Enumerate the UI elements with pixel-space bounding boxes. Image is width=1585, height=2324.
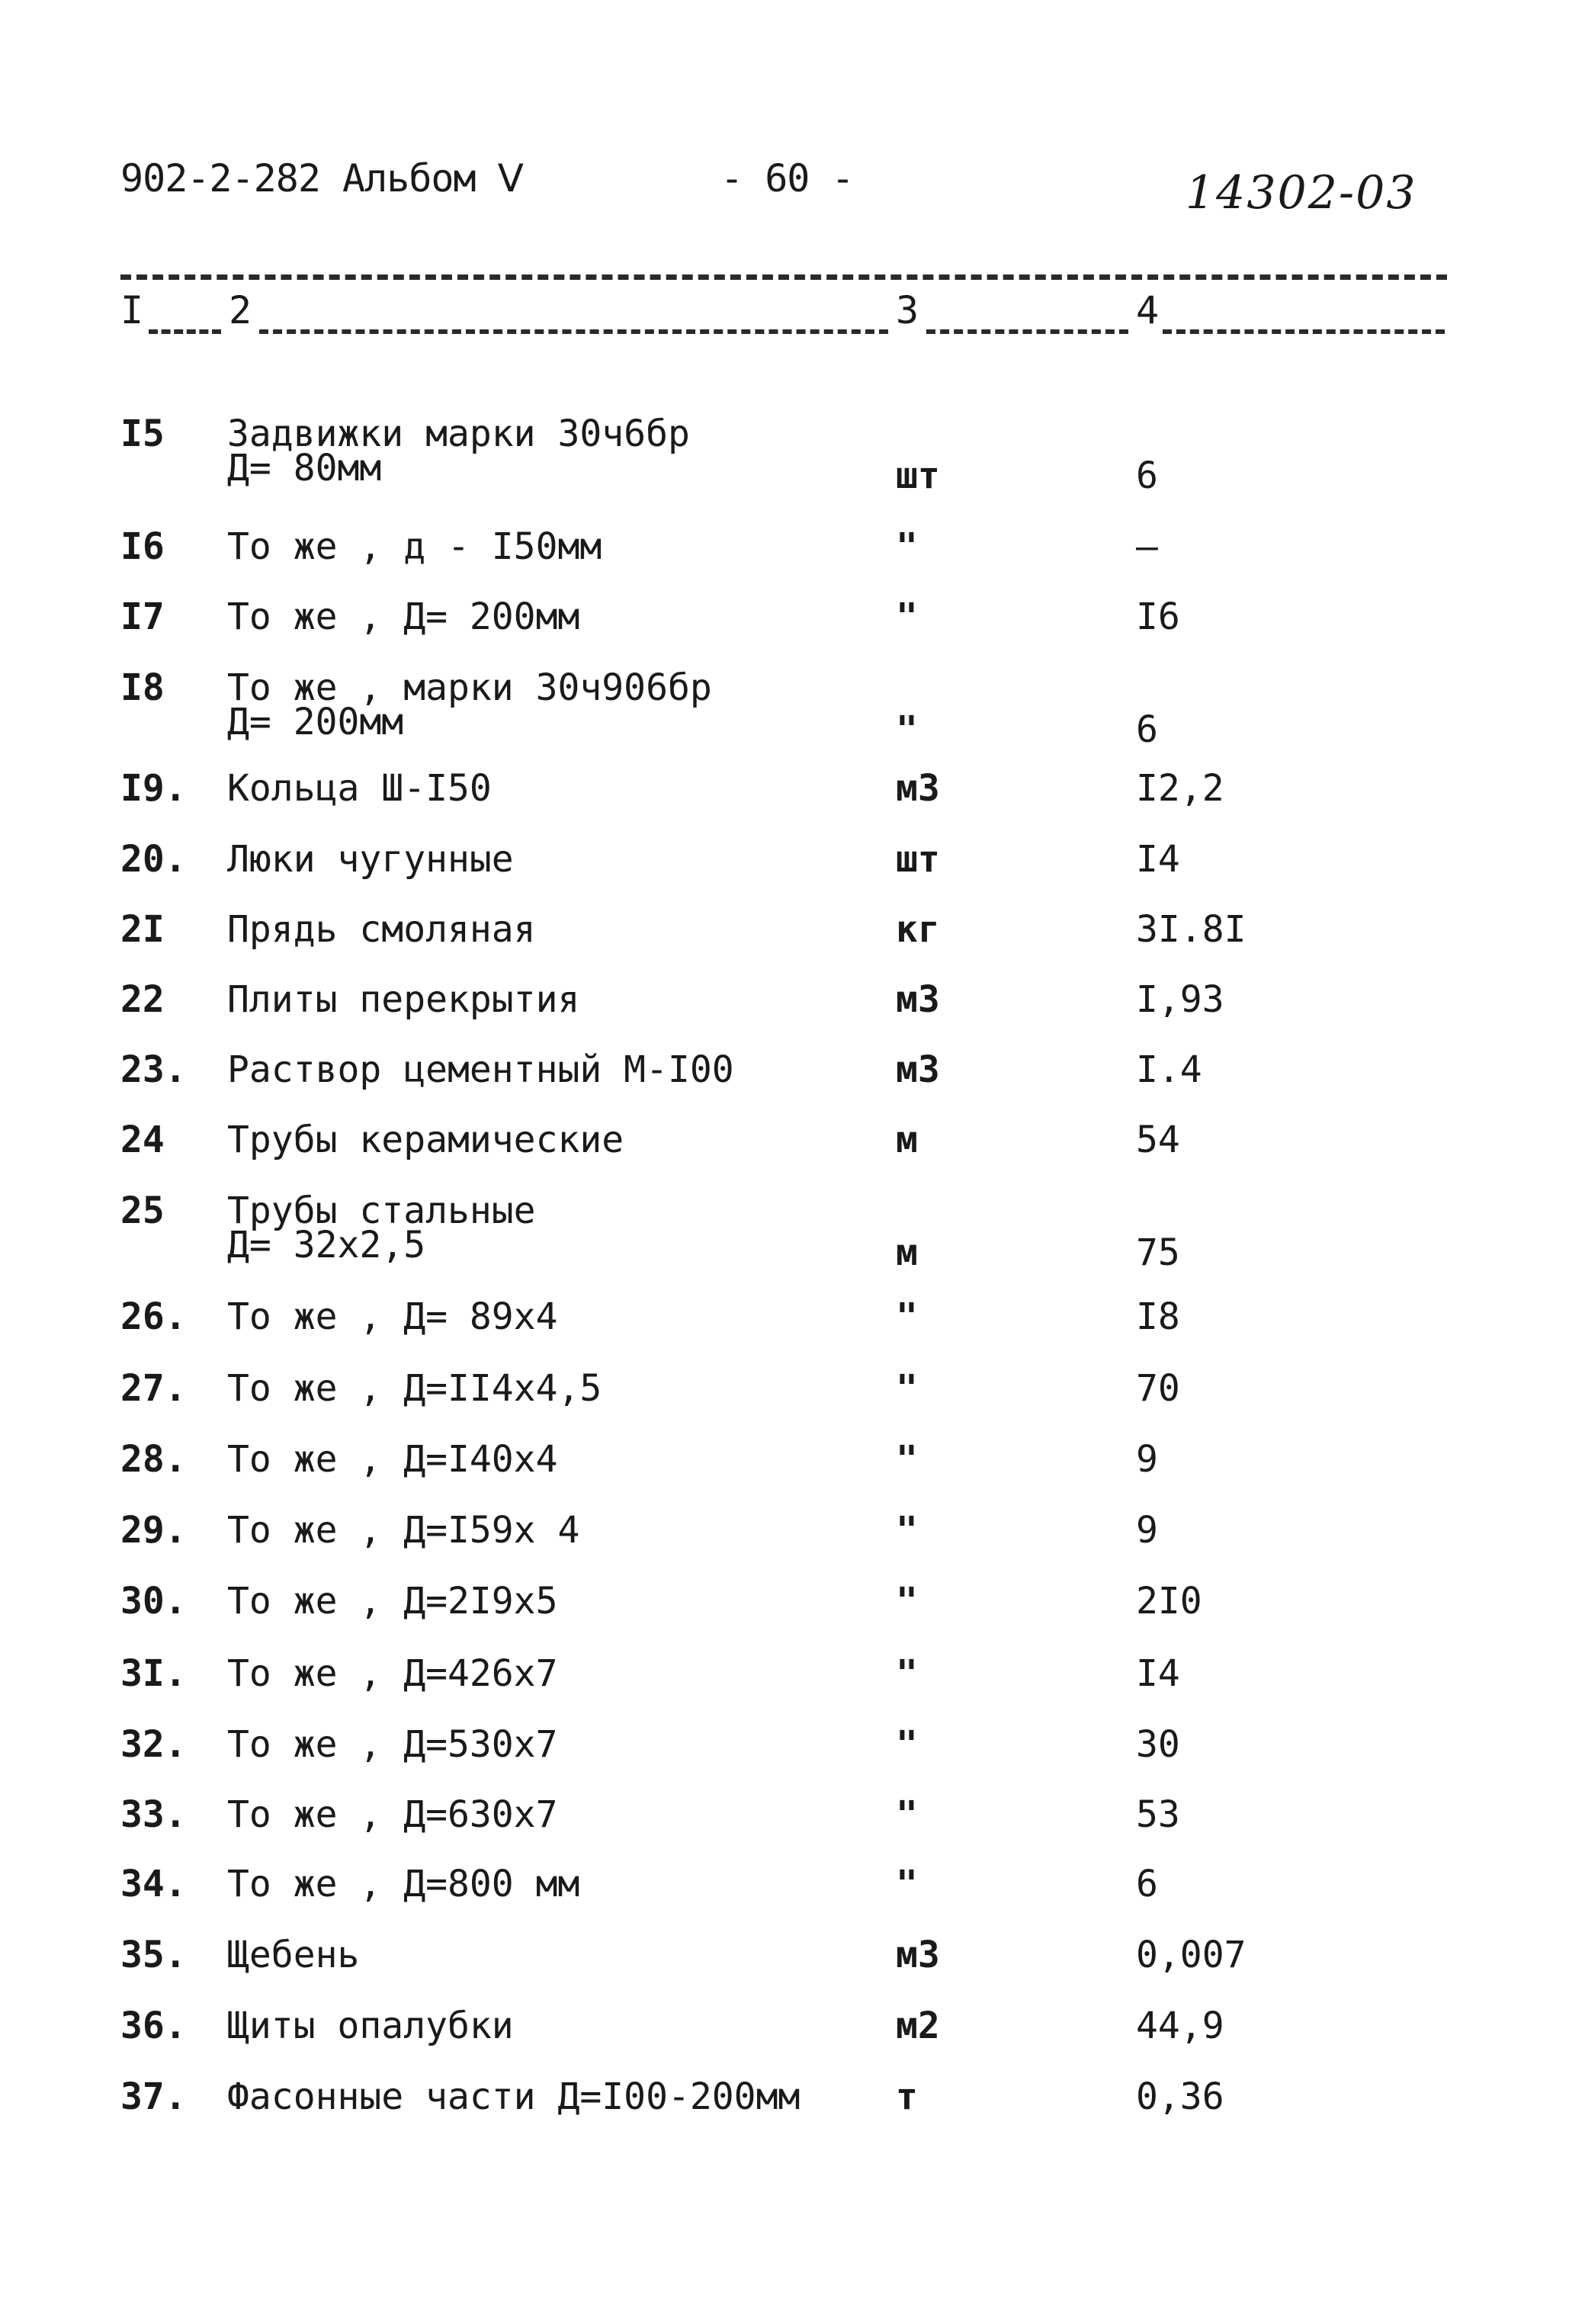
item-name-detail: Д= 32х2,5 xyxy=(227,1224,426,1266)
item-unit: " xyxy=(896,1580,918,1623)
item-unit: " xyxy=(896,1367,918,1410)
item-unit: м3 xyxy=(896,767,940,810)
item-number: 30. xyxy=(120,1580,187,1623)
column-header-4: 4 xyxy=(1136,288,1160,332)
item-name: То же , марки 30ч906бр xyxy=(227,666,712,709)
item-number: 20. xyxy=(120,838,187,881)
item-unit: кг xyxy=(896,908,940,951)
item-number: 26. xyxy=(120,1295,187,1338)
column-divider xyxy=(926,329,1128,334)
item-quantity: 54 xyxy=(1136,1119,1180,1161)
item-unit: м3 xyxy=(896,1934,940,1976)
item-quantity: I.4 xyxy=(1136,1048,1202,1091)
item-quantity: I4 xyxy=(1136,1652,1180,1695)
item-number: I7 xyxy=(120,595,165,638)
item-quantity: 53 xyxy=(1136,1793,1180,1836)
item-unit: " xyxy=(896,1295,918,1338)
item-number: I6 xyxy=(120,525,165,568)
item-name: То же , Д=2I9х5 xyxy=(227,1580,558,1623)
item-name: То же , Д= 89х4 xyxy=(227,1295,558,1338)
item-number: 34. xyxy=(120,1863,187,1905)
page-number: - 60 - xyxy=(720,156,854,201)
item-name: То же , Д=630х7 xyxy=(227,1793,558,1836)
item-unit: м xyxy=(896,1119,918,1161)
item-name: То же , Д=800 мм xyxy=(227,1863,580,1905)
item-unit: " xyxy=(896,1793,918,1836)
item-unit: т xyxy=(896,2075,918,2118)
item-quantity: 44,9 xyxy=(1136,2005,1224,2047)
column-header-1: I xyxy=(120,288,144,332)
item-unit: " xyxy=(896,1438,918,1481)
item-number: 28. xyxy=(120,1438,187,1481)
item-number: I9. xyxy=(120,767,187,810)
item-quantity: – xyxy=(1136,525,1158,568)
item-unit: " xyxy=(896,1652,918,1695)
item-unit: м3 xyxy=(896,1048,940,1091)
item-name: То же , Д= 200мм xyxy=(227,595,580,638)
item-name: Фасонные части Д=I00-200мм xyxy=(227,2075,801,2118)
item-name: То же , Д=426х7 xyxy=(227,1652,558,1695)
item-name: То же , д - I50мм xyxy=(227,525,602,568)
item-quantity: 9 xyxy=(1136,1438,1158,1481)
item-quantity: I2,2 xyxy=(1136,767,1224,810)
item-name: Трубы стальные xyxy=(227,1189,536,1232)
item-name: Раствор цементный М-I00 xyxy=(227,1048,734,1091)
item-name: Щиты опалубки xyxy=(227,2005,514,2047)
item-quantity: 70 xyxy=(1136,1367,1180,1410)
item-unit: м xyxy=(896,1231,918,1274)
item-quantity: I4 xyxy=(1136,838,1180,881)
item-unit: шт xyxy=(896,838,940,881)
item-unit: " xyxy=(896,1509,918,1552)
item-unit: " xyxy=(896,1723,918,1766)
item-number: 35. xyxy=(120,1934,187,1976)
item-number: 24 xyxy=(120,1119,165,1161)
item-number: 27. xyxy=(120,1367,187,1410)
item-unit: м3 xyxy=(896,978,940,1021)
item-quantity: 6 xyxy=(1136,454,1158,497)
item-number: 33. xyxy=(120,1793,187,1836)
item-number: 36. xyxy=(120,2005,187,2047)
item-name: Трубы керамические xyxy=(227,1119,624,1161)
item-number: 37. xyxy=(120,2075,187,2118)
item-quantity: I,93 xyxy=(1136,978,1224,1021)
item-name: Плиты перекрытия xyxy=(227,978,580,1021)
item-unit: " xyxy=(896,708,918,751)
item-name: Прядь смоляная xyxy=(227,908,536,951)
item-quantity: 9 xyxy=(1136,1509,1158,1552)
item-unit: " xyxy=(896,525,918,568)
item-name-detail: Д= 80мм xyxy=(227,447,382,490)
item-number: I8 xyxy=(120,666,165,709)
column-header-2: 2 xyxy=(229,288,252,332)
item-quantity: 0,36 xyxy=(1136,2075,1224,2118)
item-number: I5 xyxy=(120,412,165,455)
document-code: 902-2-282 Альбом Ⅴ xyxy=(120,156,523,201)
item-number: 2I xyxy=(120,908,165,951)
column-divider xyxy=(149,329,221,334)
header-divider xyxy=(120,274,1447,280)
handwritten-number: 14302-03 xyxy=(1186,166,1417,220)
column-header-3: 3 xyxy=(896,288,919,332)
item-quantity: 6 xyxy=(1136,708,1158,751)
column-divider xyxy=(1163,329,1445,334)
item-quantity: 0,007 xyxy=(1136,1934,1247,1976)
item-quantity: 3I.8I xyxy=(1136,908,1247,951)
item-quantity: 2I0 xyxy=(1136,1580,1202,1623)
item-name: То же , Д=II4х4,5 xyxy=(227,1367,602,1410)
item-unit: шт xyxy=(896,454,940,497)
item-unit: м2 xyxy=(896,2005,940,2047)
item-number: 32. xyxy=(120,1723,187,1766)
item-number: 23. xyxy=(120,1048,187,1091)
item-number: 22 xyxy=(120,978,165,1021)
item-name: Задвижки марки 30ч6бр xyxy=(227,412,690,455)
item-name: То же , Д=I40х4 xyxy=(227,1438,558,1481)
item-quantity: 30 xyxy=(1136,1723,1180,1766)
item-quantity: 6 xyxy=(1136,1863,1158,1905)
item-quantity: I8 xyxy=(1136,1295,1180,1338)
item-unit: " xyxy=(896,1863,918,1905)
item-name: Люки чугунные xyxy=(227,838,514,881)
item-name-detail: Д= 200мм xyxy=(227,701,404,743)
item-name: То же , Д=I59х 4 xyxy=(227,1509,580,1552)
item-unit: " xyxy=(896,595,918,638)
item-quantity: I6 xyxy=(1136,595,1180,638)
item-quantity: 75 xyxy=(1136,1231,1180,1274)
item-name: То же , Д=530х7 xyxy=(227,1723,558,1766)
item-name: Кольца Ш-I50 xyxy=(227,767,492,810)
item-number: 25 xyxy=(120,1189,165,1232)
item-name: Щебень xyxy=(227,1934,360,1976)
item-number: 3I. xyxy=(120,1652,187,1695)
column-divider xyxy=(259,329,888,334)
item-number: 29. xyxy=(120,1509,187,1552)
